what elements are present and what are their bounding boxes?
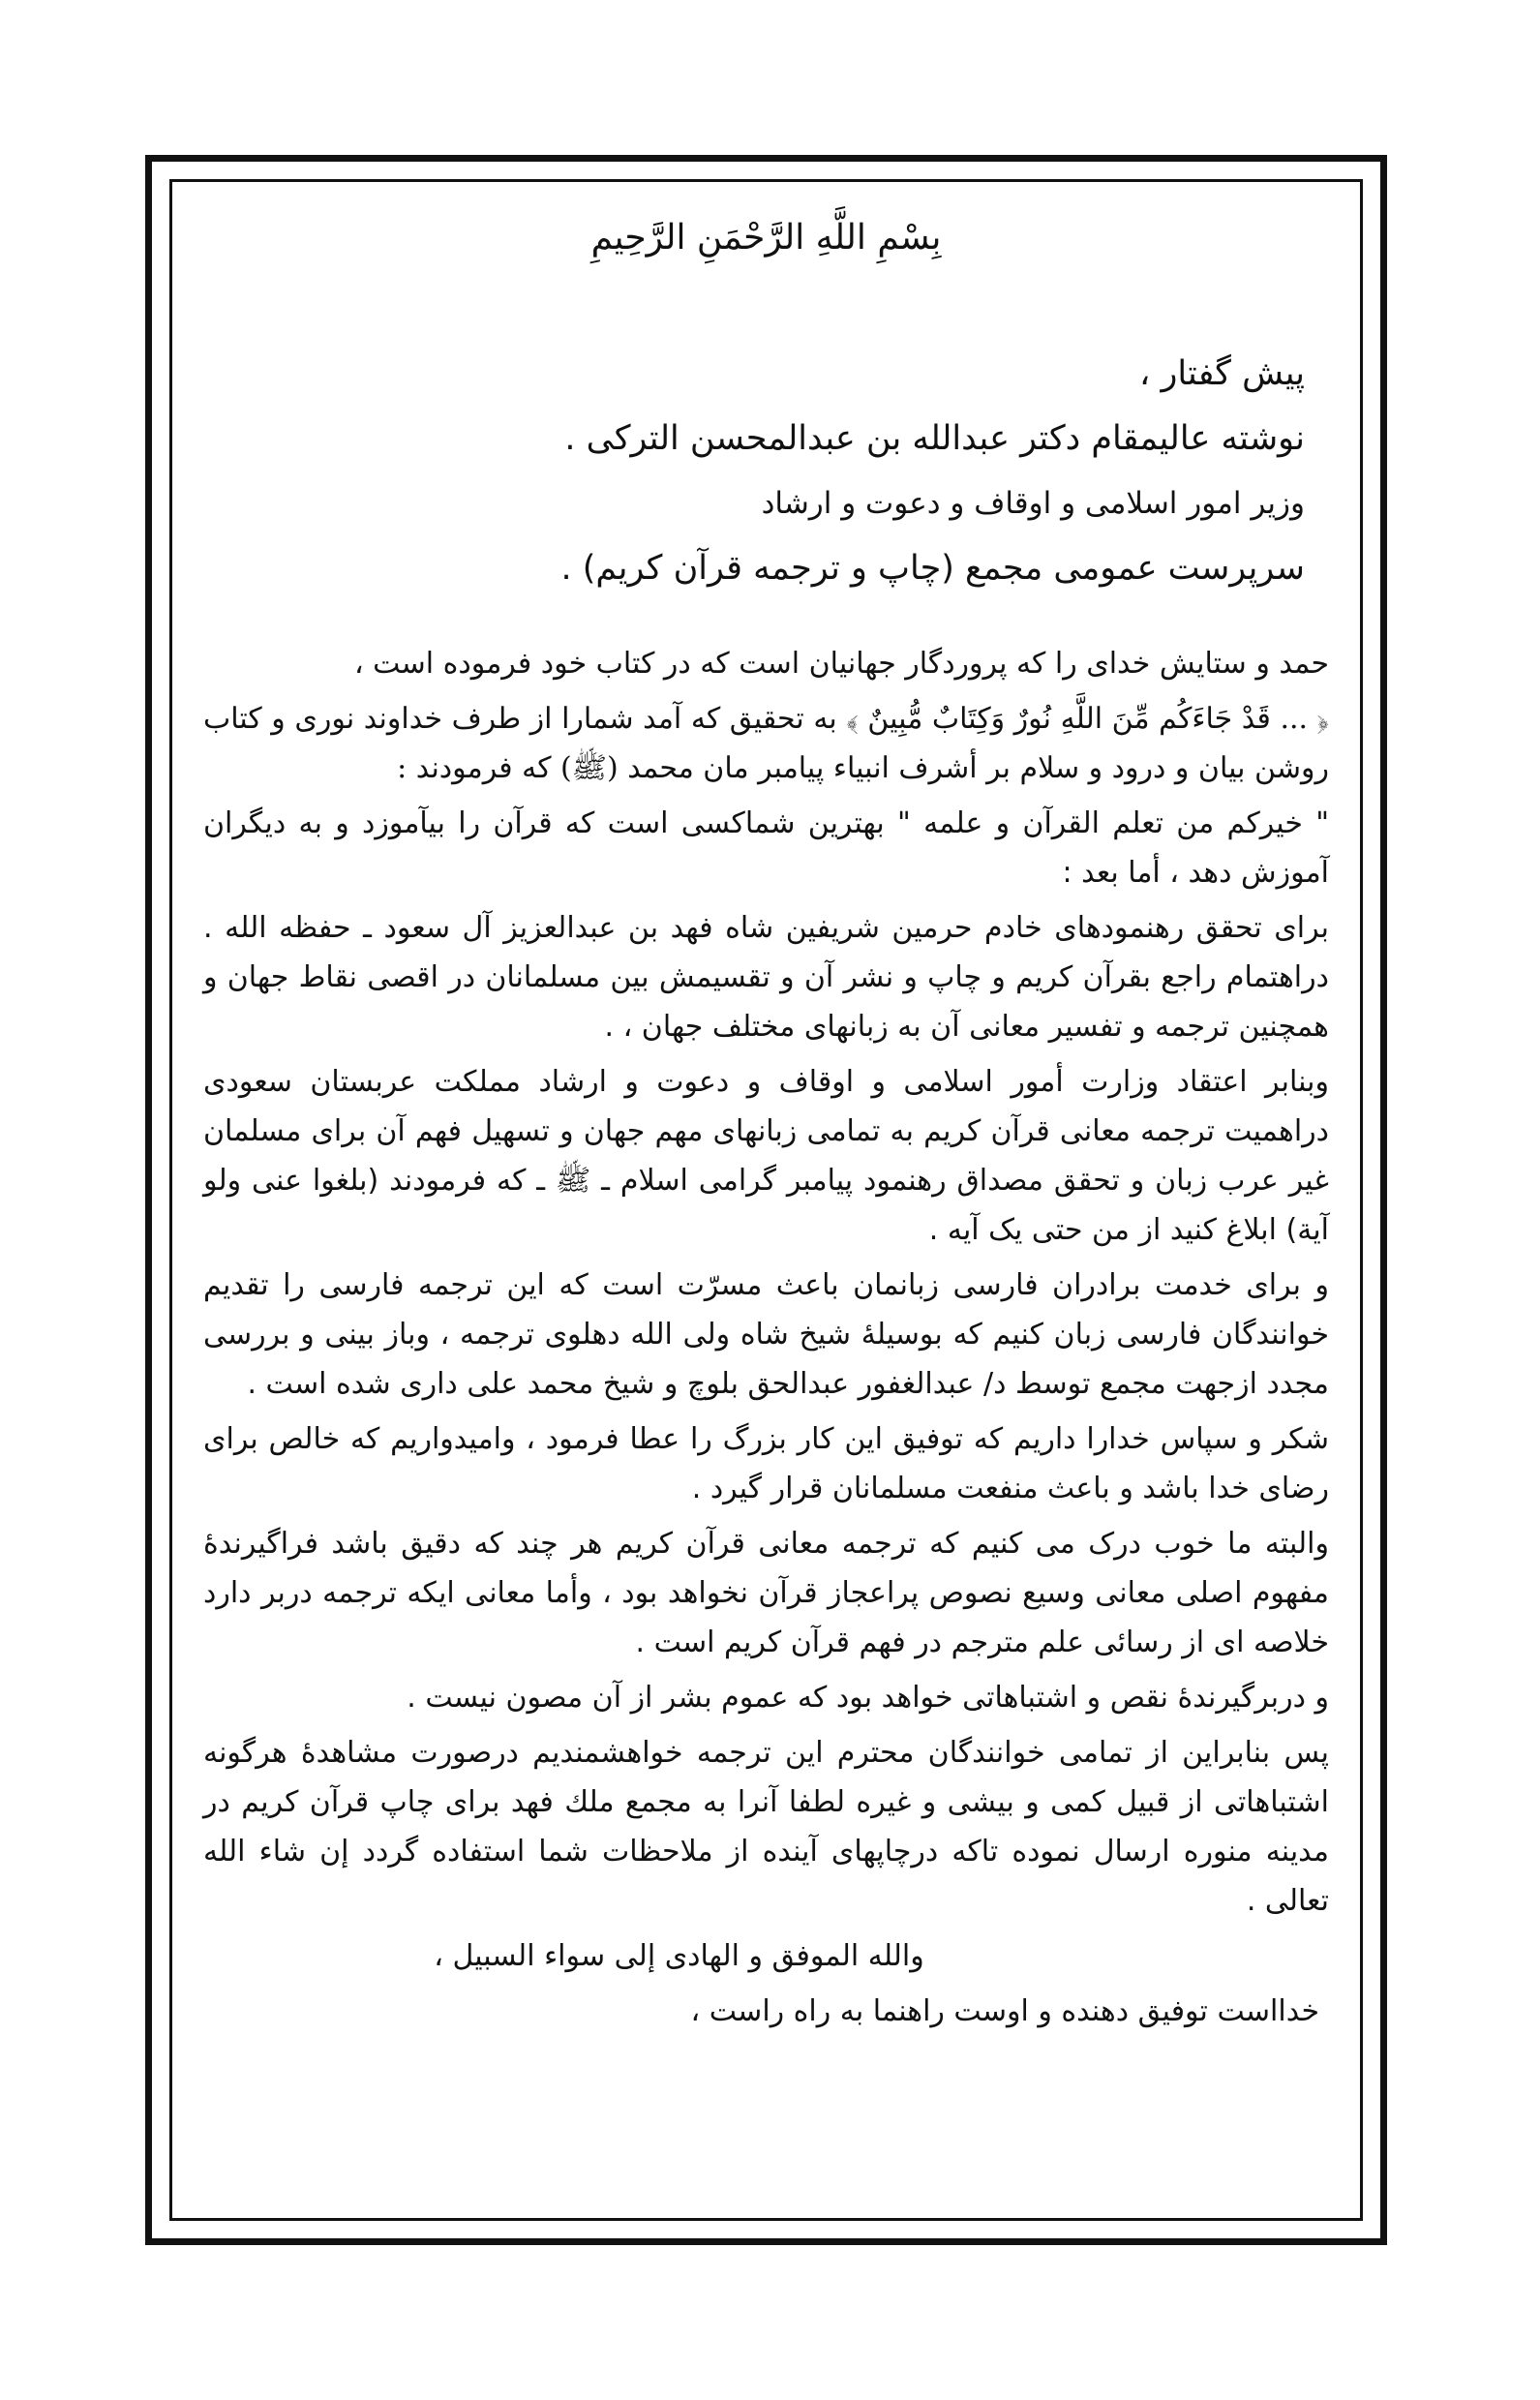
foreword-header [227, 342, 1305, 601]
paragraph: والبته ما خوب درک می کنیم که ترجمه معانی قرآن کریم هر چند که دقیق باشد فراگیرندهٔ مفهوم اصلی معانی وسیع نصوص پراعجاز قرآن نخواهد بود ، وأما معانی ایکه ترجمه دربر دارد خلاصه ای از رسائی علم مترجم در فهم قرآن کریم است . [203, 1527, 1329, 1659]
closing-arabic: والله الموفق و الهادی إلی سواء السبیل ، [434, 1939, 924, 1973]
page-content [189, 198, 1344, 2202]
supervisor-line: سرپرست عمومی مجمع (چاپ و ترجمه قرآن کریم) . [560, 549, 1305, 588]
paragraph: و برای خدمت برادران فارسی زبانمان باعث مسرّت است که این ترجمه فارسی را تقدیم خوانندگان فارسی زبان کنیم که بوسیلهٔ شیخ شاه ولی الله دهلوی ترجمه ، وباز بینی و بررسی مجدد ازجهت مجمع توسط د/ عبدالغفور عبدالحق بلوچ و شیخ محمد علی داری شده است . [203, 1268, 1329, 1401]
author-line: نوشته عالیمقام دکتر عبدالله بن عبدالمحسن الترکی . [564, 419, 1305, 458]
foreword-body [203, 639, 1329, 2042]
position-line: وزیر امور اسلامی و اوقاف و دعوت و ارشاد [761, 486, 1305, 521]
paragraph: پس بنابراین از تمامی خوانندگان محترم این ترجمه خواهشمندیم درصورت مشاهدهٔ هرگونه اشتباهاتی از قبیل کمی و بیشی و غیره لطفا آنرا به مجمع ملك فهد برای چاپ قرآن کریم در مدینه منوره ارسال نموده تاکه درچاپهای آینده از ملاحظات شما استفاده گردد إن شاء الله تعالی . [203, 1736, 1329, 1918]
paragraph: برای تحقق رهنمودهای خادم حرمین شریفین شاه فهد بن عبدالعزیز آل سعود ـ حفظه الله . دراهتمام راجع بقرآن کریم و چاپ و نشر آن و تقسیمش بین مسلمانان در اقصی نقاط جهان و همچنین ترجمه و تفسیر معانی آن به زبانهای مختلف جهان ، . [203, 911, 1329, 1044]
paragraph: شکر و سپاس خدارا داریم که توفیق این کار بزرگ را عطا فرمود ، وامیدواریم که خالص برای رضای خدا باشد و باعث منفعت مسلمانان قرار گیرد . [203, 1422, 1329, 1505]
basmala-heading [189, 218, 1344, 258]
paragraph: حمد و ستایش خدای را که پروردگار جهانیان است که در کتاب خود فرموده است ، [353, 647, 1329, 681]
paragraph: وبنابر اعتقاد وزارت أمور اسلامی و اوقاف و دعوت و ارشاد مملکت عربستان سعودی دراهمیت ترجمه معانی قرآن کریم به تمامی زبانهای مهم جهان و تسهیل فهم آن برای مسلمان غیر عرب زبان و تحقق مصداق رهنمود پیامبر گرامی اسلام ـ ﷺ ـ که فرمودند (بلغوا عنی ولو آية) ابلاغ کنید از من حتی یک آیه . [203, 1065, 1329, 1247]
paragraph: ﴿ ... قَدْ جَاءَكُم مِّنَ اللَّهِ نُورٌ وَكِتَابٌ مُّبِينٌ ﴾ به تحقیق که آمد شمارا از طرف خداوند نوری و کتاب روشن بیان و درود و سلام بر أشرف انبیاء پیامبر مان محمد (ﷺ) که فرمودند : [203, 702, 1329, 785]
paragraph: و دربرگیرندهٔ نقص و اشتباهاتی خواهد بود که عموم بشر از آن مصون نیست . [407, 1681, 1329, 1715]
paragraph: " خیرکم من تعلم القرآن و علمه " بهترین شماکسی است که قرآن را بیآموزد و به دیگران آموزش دهد ، أما بعد : [203, 806, 1329, 890]
foreword-title: پیش گفتار ، [1139, 354, 1305, 393]
closing-persian: خدااست توفیق دهنده و اوست راهنما به راه راست ، [690, 1994, 1319, 2028]
basmala-text: بِسْمِ اللَّهِ الرَّحْمَنِ الرَّحِيمِ [590, 218, 942, 258]
